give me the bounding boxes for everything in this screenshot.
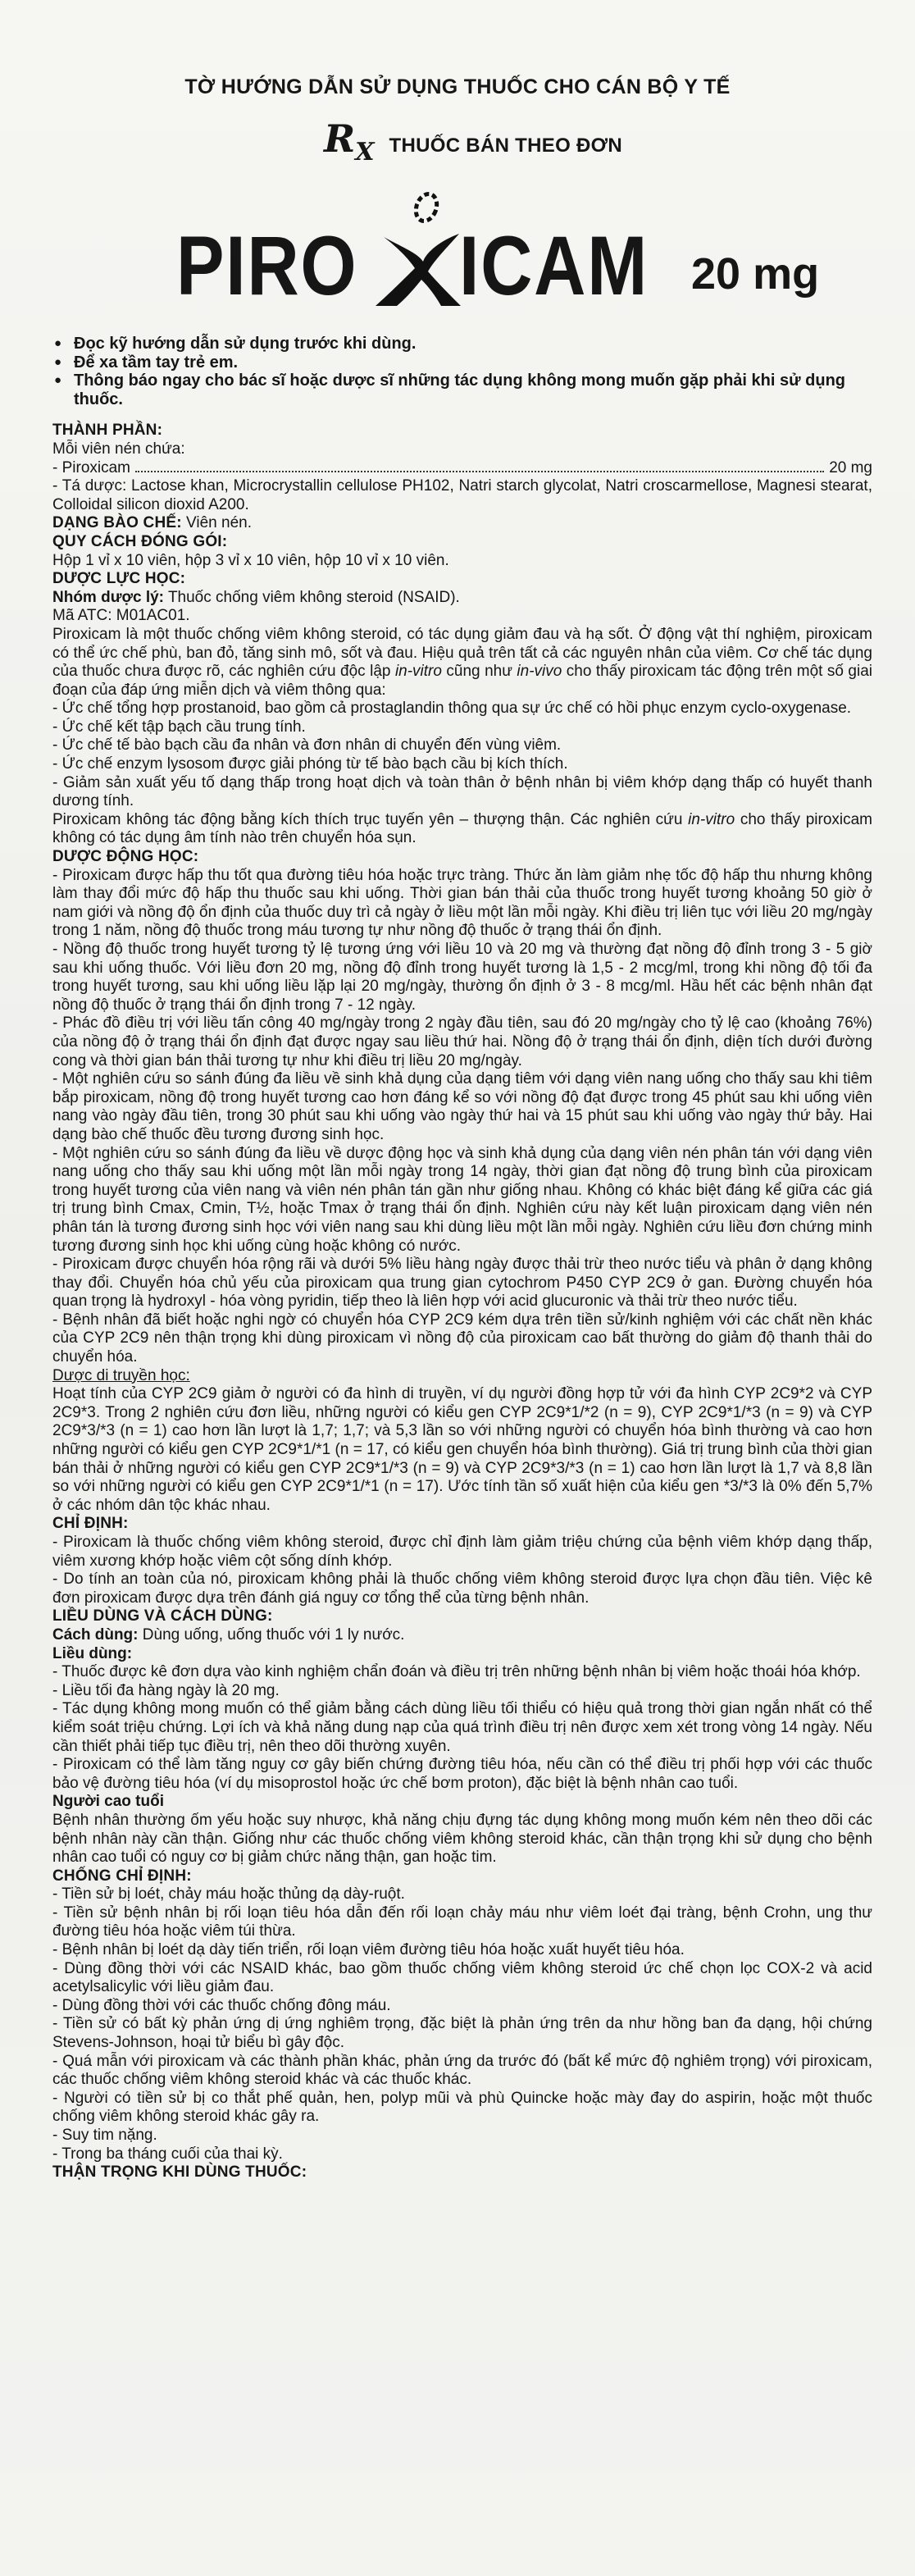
brand-name-right: ICAM bbox=[459, 219, 649, 312]
pharmacokinetics-paragraph: - Bệnh nhân đã biết hoặc nghi ngờ có chuyển hóa CYP 2C9 kém dựa trên tiền sử/kinh nghiệm với các chất nền khác của CYP 2C9 nên thận trọng khi dùng piroxicam vì nồng độ của piroxicam cao bất thường do giảm độ thanh thải do chuyển hóa. bbox=[52, 1311, 872, 1366]
contraindication-item: - Bệnh nhân bị loét dạ dày tiến triển, rối loạn viêm đường tiêu hóa hoặc xuất huyết tiêu hóa. bbox=[52, 1941, 685, 1959]
pharmacokinetics-heading: DƯỢC ĐỘNG HỌC: bbox=[52, 848, 199, 866]
elderly-text: Bệnh nhân thường ốm yếu hoặc suy nhược, khả năng chịu đựng tác dụng không mong muốn kém nên theo dõi các bệnh nhân này cần thận. Giống như các thuốc chống viêm không steroid khác, cần thận trọng khi sử dụng cho bệnh nhân cao tuổi có nguy cơ bị giảm chức năng thận, gan hoặc tim. bbox=[52, 1811, 872, 1867]
administration-text: Dùng uống, uống thuốc với 1 ly nước. bbox=[142, 1625, 405, 1644]
pharmacodynamics-paragraph: Piroxicam không tác động bằng kích thích trục tuyến yên – thượng thận. Các nghiên cứu in-vitro cho thấy piroxicam không có tác dụng âm tính nào trên chuyển hóa sụn. bbox=[52, 810, 872, 847]
administration-label: Cách dùng: bbox=[52, 1625, 139, 1644]
warning-list bbox=[52, 335, 872, 408]
composition-active-line bbox=[52, 459, 872, 478]
contraindication-item: - Tiền sử bệnh nhân bị rối loạn tiêu hóa dẫn đến rối loạn chảy máu như viêm loét đại tràng, bệnh Crohn, ung thư đường tiêu hóa hoặc viêm túi thừa. bbox=[52, 1904, 872, 1940]
dosage-heading: LIỀU DÙNG VÀ CÁCH DÙNG: bbox=[52, 1607, 273, 1625]
pharmacokinetics-paragraph: - Piroxicam được hấp thu tốt qua đường tiêu hóa hoặc trực tràng. Thức ăn làm giảm nhẹ tốc độ hấp thu nhưng không làm thay đổi mức độ hấp thu thuốc sau khi uống. Thời gian bán thải của thuốc trong huyết tương khoảng 50 giờ ở nam giới và nồng độ ổn định của thuốc duy trì cả ngày ở liều một lần mỗi ngày. Khi điều trị liên tục với liều 20 mg/ngày trong 1 năm, nồng độ thuốc trong máu tương tự như nồng độ thuốc ở trạng thái ổn định. bbox=[52, 866, 872, 940]
pharmacokinetics-paragraph: - Nồng độ thuốc trong huyết tương tỷ lệ tương ứng với liều 10 và 20 mg và thường đạt nồng độ đỉnh trong 3 - 5 giờ sau khi uống thuốc. Với liều đơn 20 mg, nồng độ đỉnh trong huyết tương là 1,5 - 2 mcg/ml, trong khi nồng độ tối đa trong huyết tương, sau khi uống liều lặp lại 20 mg/ngày, thường ổn định ở 3 - 8 mcg/ml. Hầu hết các bệnh nhân đạt nồng độ thuốc ở trạng thái ổn định trong 7 - 12 ngày. bbox=[52, 941, 872, 1014]
rx-label bbox=[324, 116, 623, 166]
dosage-paragraph: - Tác dụng không mong muốn có thể giảm bằng cách dùng liều tối thiểu có hiệu quả trong thời gian ngắn nhất có thể kiểm soát triệu chứng. Lợi ích và khả năng dung nạp của quá trình điều trị nên được xem xét trong vòng 14 ngày. Nếu cần thiết phải tiếp tục điều trị, nên theo dõi thường xuyên. bbox=[52, 1700, 872, 1755]
packing-heading: QUY CÁCH ĐÓNG GÓI: bbox=[52, 532, 228, 550]
dosage-paragraph: - Thuốc được kê đơn dựa vào kinh nghiệm chẩn đoán và điều trị trên những bệnh nhân bị viêm hoặc thoái hóa khớp. bbox=[52, 1663, 861, 1681]
contraindication-item: - Quá mẫn với piroxicam và các thành phần khác, phản ứng da trước đó (bất kể mức độ nghiêm trọng) với piroxicam, các thuốc chống viêm không steroid khác và các thuốc khác. bbox=[52, 2052, 872, 2089]
form-text: Viên nén. bbox=[186, 514, 252, 532]
indications-paragraph: - Piroxicam là thuốc chống viêm không steroid, được chỉ định làm giảm triệu chứng của bệnh viêm khớp dạng thấp, viêm xương khớp hoặc viêm cột sống dính khớp. bbox=[52, 1534, 872, 1570]
pharmacodynamics-paragraph: Piroxicam là một thuốc chống viêm không steroid, có tác dụng giảm đau và hạ sốt. Ở động vật thí nghiệm, piroxicam có thể ức chế phù, ban đỏ, tăng sinh mô, sốt và đau. Hiệu quả trên tất cả các nguyên nhân của viêm. Cơ chế tác dụng của thuốc chưa được rõ, các nghiên cứu độc lập in-vitro cũng như in-vivo cho thấy piroxicam tác động trên một số giai đoạn của đáp ứng miễn dịch và viêm thông qua: bbox=[52, 625, 873, 699]
brand-name-left: PIRO bbox=[176, 219, 358, 312]
composition-heading: THÀNH PHẦN: bbox=[52, 422, 163, 440]
pharmacokinetics-paragraph: - Một nghiên cứu so sánh đúng đa liều về sinh khả dụng của dạng tiêm với dạng viên nang uống cho thấy sau khi tiêm bắp piroxicam, nồng độ trong huyết tương cao hơn đáng kể so với nồng độ đạt được trong 45 phút sau khi uống viên nang vào ngày đầu tiên, trong 30 phút sau khi uống vào ngày thứ hai và 15 phút sau khi uống vào ngày thứ bảy. Hai dạng bào chế thuốc đều tương đương sinh học. bbox=[52, 1070, 872, 1143]
pharmacologic-group-text: Thuốc chống viêm không steroid (NSAID). bbox=[167, 588, 460, 606]
pharmacologic-group-label: Nhóm dược lý: bbox=[52, 588, 164, 606]
pharmacokinetics-paragraph: - Một nghiên cứu so sánh đúng đa liều về dược động học và sinh khả dụng của dạng viên nén phân tán với dạng viên nang uống cho thấy sau khi uống một lần mỗi ngày trong 14 ngày, thời gian đạt nồng độ trung bình của piroxicam trong huyết tương của viên nang và viên nén phân tán gần như giống nhau. Không có khác biệt đáng kể giữa các giá trị trung bình Cmax, Cmin, T½, hoặc Tmax ở trạng thái ổn định. Nghiên cứu này kết luận piroxicam dạng viên nén phân tán là tương đương sinh học với viên nang sau khi dùng liều một lần mỗi ngày. Nghiên cứu liều đơn chứng minh tương đương sinh học khi uống cùng hoặc không có nước. bbox=[52, 1144, 872, 1255]
leaflet-title: TỜ HƯỚNG DẪN SỬ DỤNG THUỐC CHO CÁN BỘ Y TẾ bbox=[184, 75, 731, 98]
pharmacodynamics-item: - Ức chế tế bào bạch cầu đa nhân và đơn nhân di chuyển đến vùng viêm. bbox=[52, 736, 562, 755]
contraindication-item: - Tiền sử có bất kỳ phản ứng dị ứng nghiêm trọng, đặc biệt là phản ứng trên da như hồng ban đa dạng, hội chứng Stevens-Johnson, hoại tử biểu bì gây độc. bbox=[52, 2015, 872, 2052]
dosage-paragraph: - Piroxicam có thể làm tăng nguy cơ gây biến chứng đường tiêu hóa, nếu cần có thể điều trị phối hợp với các thuốc bảo vệ đường tiêu hóa (ví dụ misoprostol hoặc ức chế bơm proton), đặc biệt là bệnh nhân cao tuổi. bbox=[52, 1756, 872, 1792]
warning-item: ● Đọc kỹ hướng dẫn sử dụng trước khi dùng. bbox=[52, 335, 872, 353]
contraindications-heading: CHỐNG CHỈ ĐỊNH: bbox=[52, 1867, 192, 1885]
atc-code: Mã ATC: M01AC01. bbox=[52, 607, 190, 625]
composition-intro: Mỗi viên nén chứa: bbox=[52, 440, 185, 458]
contraindication-item: - Tiền sử bị loét, chảy máu hoặc thủng dạ dày-ruột. bbox=[52, 1885, 405, 1904]
pharmacodynamics-item: - Ức chế tổng hợp prostanoid, bao gồm cả prostaglandin thông qua sự ức chế có hồi phục enzym cyclo-oxygenase. bbox=[52, 700, 852, 718]
contraindication-item: - Dùng đồng thời với các NSAID khác, bao gồm thuốc chống viêm không steroid ức chế chọn lọc COX-2 và acid acetylsalicylic với liều giảm đau. bbox=[52, 1959, 872, 1996]
leaflet-body bbox=[52, 335, 872, 2182]
brand-logo bbox=[176, 193, 820, 312]
dot-leader bbox=[135, 459, 824, 473]
dosage-paragraph: - Liều tối đa hàng ngày là 20 mg. bbox=[52, 1681, 280, 1699]
contraindication-item: - Trong ba tháng cuối của thai kỳ. bbox=[52, 2145, 283, 2163]
pharmacodynamics-item: - Ức chế enzym lysosom được giải phóng từ tế bào bạch cầu bị kích thích. bbox=[52, 755, 568, 773]
active-ingredient: - Piroxicam bbox=[52, 458, 131, 476]
brand-dose: 20 mg bbox=[691, 249, 820, 299]
pharmacogenetics-heading: Dược di truyền học: bbox=[52, 1366, 190, 1384]
pharmacokinetics-paragraph: - Piroxicam được chuyển hóa rộng rãi và dưới 5% liều hàng ngày được thải trừ theo nước tiểu và phân ở dạng không thay đổi. Chuyển hóa chủ yếu của piroxicam qua trung gian cytochrom P450 CYP 2C9 ở gan. Đường chuyển hóa quan trọng là hydroxyl - hóa vòng pyridin, tiếp theo là liên hợp với acid glucuronic và thải trừ theo nước tiểu. bbox=[52, 1256, 872, 1311]
contraindication-item: - Dùng đồng thời với các thuốc chống đông máu. bbox=[52, 1996, 391, 2014]
dose-label: Liều dùng: bbox=[52, 1644, 133, 1662]
form-heading: DẠNG BÀO CHẾ: bbox=[52, 514, 182, 532]
excipients: - Tá dược: Lactose khan, Microcrystallin cellulose PH102, Natri starch glycolat, Natri croscarmellose, Magnesi stearat, Colloidal silicon dioxid A200. bbox=[52, 477, 872, 513]
pharmacokinetics-paragraph: - Phác đồ điều trị với liều tấn công 40 mg/ngày trong 2 ngày đầu tiên, sau đó 20 mg/ngày cho tỷ lệ cao (khoảng 76%) của nồng độ ở trạng thái ổn định đạt được ngay sau liều thứ hai. Nồng độ ở trạng thái ổn định, diện tích dưới đường cong và thời gian bán thải tương tự như khi điều trị liều 20 mg/ngày. bbox=[52, 1014, 872, 1069]
brand-x-figure-icon bbox=[369, 186, 466, 308]
pharmacodynamics-item: - Giảm sản xuất yếu tố dạng thấp trong hoạt dịch và toàn thân ở bệnh nhân bị viêm khớp dạng thấp có huyết thanh dương tính. bbox=[52, 773, 872, 810]
packing-text: Hộp 1 vỉ x 10 viên, hộp 3 vỉ x 10 viên, hộp 10 vỉ x 10 viên. bbox=[52, 551, 449, 569]
pharmacogenetics-text: Hoạt tính của CYP 2C9 giảm ở người có đa hình di truyền, ví dụ người đồng hợp tử với đa hình CYP 2C9*2 và CYP 2C9*3. Trong 2 nghiên cứu đơn liều, những người có kiểu gen CYP 2C9*1/*2 (n = 9), CYP 2C9*1/*3 (n = 9) và CYP 2C9*3/*3 (n = 1) cao hơn lần lượt là 1,7; 1,7; và 5,3 lần so với những người có chuyển hóa bình thường và cao hơn những người có kiểu gen CYP 2C9*1/*1 (n = 17, có kiểu gen chuyển hóa bình thường). Giá trị trung bình của thời gian bán thải ở những người có kiểu gen CYP 2C9*1/*3 (n = 9) và CYP 2C9*3/*3 (n = 1) cao hơn lần lượt là 1,7 và 8,8 lần so với những người có kiểu gen CYP 2C9*1/*1 (n = 17). Ước tính tần số xuất hiện của kiểu gen *3/*3 là 0% đến 5,7% ở các nhóm dân tộc khác nhau. bbox=[52, 1385, 872, 1514]
active-amount: 20 mg bbox=[829, 458, 872, 476]
pharmacodynamics-heading: DƯỢC LỰC HỌC: bbox=[52, 570, 186, 588]
contraindication-item: - Suy tim nặng. bbox=[52, 2127, 157, 2144]
contraindication-item: - Người có tiền sử bị co thắt phế quản, hen, polyp mũi và phù Quincke hoặc mày đay do aspirin, hoặc một thuốc chống viêm không steroid khác gây ra. bbox=[52, 2089, 872, 2126]
pharmacodynamics-item: - Ức chế kết tập bạch cầu trung tính. bbox=[52, 718, 306, 736]
prescription-only-text: THUỐC BÁN THEO ĐƠN bbox=[389, 134, 623, 157]
warning-item: ● Thông báo ngay cho bác sĩ hoặc dược sĩ những tác dụng không mong muốn gặp phải khi sử dụng thuốc. bbox=[52, 372, 872, 408]
elderly-label: Người cao tuổi bbox=[52, 1793, 164, 1811]
indications-heading: CHỈ ĐỊNH: bbox=[52, 1515, 129, 1533]
indications-paragraph: - Do tính an toàn của nó, piroxicam không phải là thuốc chống viêm không steroid được lựa chọn đầu tiên. Việc kê đơn piroxicam được dựa trên đánh giá nguy cơ tổng thể của từng bệnh nhân. bbox=[52, 1571, 872, 1607]
precautions-heading: THẬN TRỌNG KHI DÙNG THUỐC: bbox=[52, 2163, 307, 2182]
warning-item: ● Để xa tầm tay trẻ em. bbox=[52, 353, 872, 372]
rx-symbol: $R_X$ bbox=[324, 116, 375, 166]
